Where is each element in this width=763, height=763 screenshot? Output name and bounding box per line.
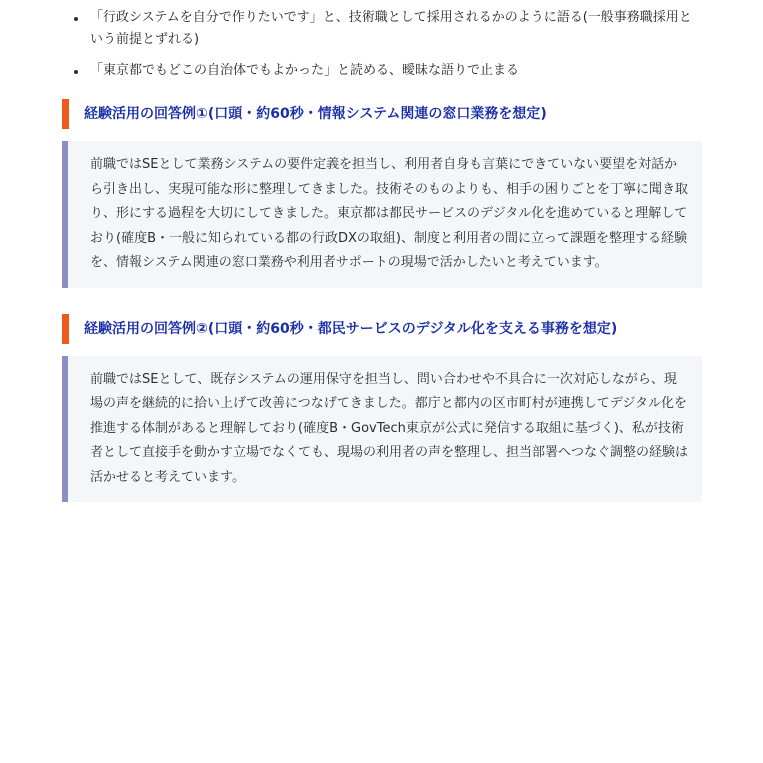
list-item: 「行政システムを自分で作りたいです」と、技術職として採用されるかのように語る(一般事務職採用という前提とずれる) (90, 7, 702, 51)
example-1-answer-block (62, 141, 702, 288)
pitfall-list (62, 0, 702, 82)
list-item: 「東京都でもどこの自治体でもよかった」と読める、曖昧な語りで止まる (90, 60, 702, 82)
document-content (62, 0, 702, 502)
example-2-answer-block (62, 356, 702, 503)
example-1-heading: 経験活用の回答例①(口頭・約60秒・情報システム関連の窓口業務を想定) (62, 99, 702, 129)
example-1-answer-text: 前職ではSEとして業務システムの要件定義を担当し、利用者自身も言葉にできていない要望を対話から引き出し、実現可能な形に整理してきました。技術そのものよりも、相手の困りごとを丁寧に聞き取り、形にする過程を大切にしてきました。東京都は都民サービスのデジタル化を進めていると理解しており(確度B・一般に知られている都の行政DXの取組)、制度と利用者の間に立って課題を整理する経験を、情報システム関連の窓口業務や利用者サポートの現場で活かしたいと考えています。 (90, 157, 689, 270)
example-2-heading: 経験活用の回答例②(口頭・約60秒・都民サービスのデジタル化を支える事務を想定) (62, 314, 702, 344)
example-2-answer-text: 前職ではSEとして、既存システムの運用保守を担当し、問い合わせや不具合に一次対応しながら、現場の声を継続的に拾い上げて改善につなげてきました。都庁と都内の区市町村が連携してデジタル化を推進する体制があると理解しており(確度B・GovTech東京が公式に発信する取組に基づく)、私が技術者として直接手を動かす立場でなくても、現場の利用者の声を整理し、担当部署へつなぐ調整の経験は活かせると考えています。 (90, 371, 689, 485)
